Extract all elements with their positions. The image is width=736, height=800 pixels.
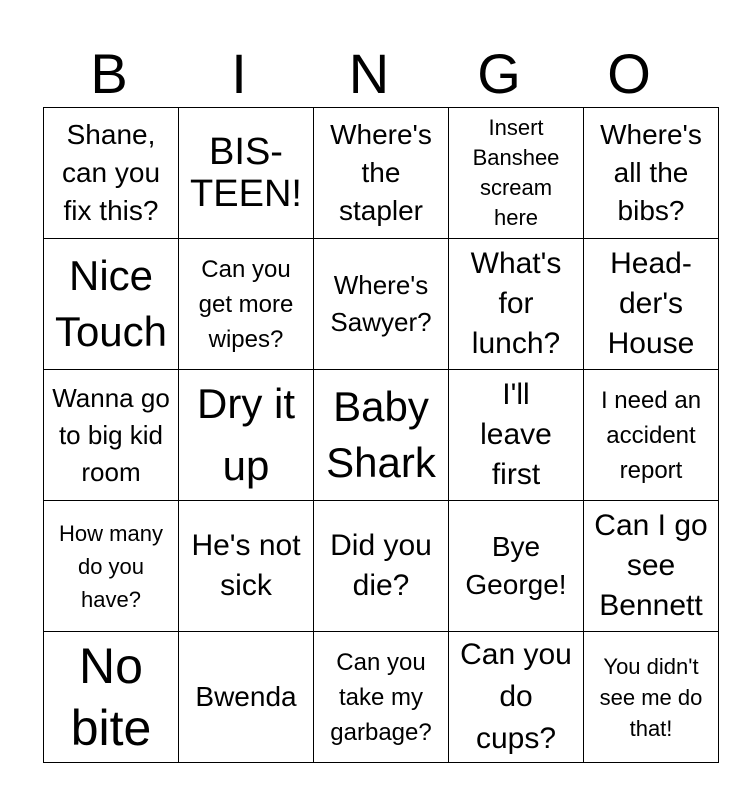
cell-text: Bye George!	[465, 531, 567, 600]
bingo-row	[44, 239, 719, 370]
bingo-row	[44, 632, 719, 763]
cell-text: Can I go see Bennett	[594, 509, 708, 622]
bingo-cell[interactable]	[449, 501, 584, 632]
bingo-cell[interactable]	[44, 501, 179, 632]
header-letter-g: G	[477, 42, 521, 105]
cell-text: Where's all the bibs?	[600, 119, 702, 226]
cell-text: Insert Banshee scream here	[472, 115, 560, 230]
bingo-cell[interactable]	[449, 239, 584, 370]
bingo-cell[interactable]	[584, 108, 719, 239]
bingo-cell[interactable]	[449, 370, 584, 501]
bingo-cell[interactable]	[179, 501, 314, 632]
cell-text: Did you die?	[330, 529, 432, 602]
cell-text: What's for lunch?	[470, 247, 562, 360]
bingo-cell[interactable]	[584, 239, 719, 370]
cell-text: Can you get more wipes?	[198, 255, 294, 353]
cell-text: Where's the stapler	[330, 119, 432, 226]
cell-text: I'll leave first	[480, 378, 552, 491]
bingo-cell[interactable]	[584, 370, 719, 501]
bingo-row	[44, 501, 719, 632]
bingo-cell[interactable]	[449, 632, 584, 763]
cell-text: How many do you have?	[59, 520, 163, 612]
cell-text: Where's Sawyer?	[330, 270, 432, 337]
cell-text: You didn't see me do that!	[599, 653, 703, 741]
bingo-cell[interactable]	[584, 501, 719, 632]
cell-text: Wanna go to big kid room	[52, 382, 170, 487]
bingo-card-grid	[43, 107, 719, 763]
cell-text: Can you do cups?	[460, 638, 572, 755]
bingo-cell[interactable]	[314, 239, 449, 370]
bingo-cell[interactable]	[584, 632, 719, 763]
header-letter-n: N	[348, 42, 390, 105]
bingo-cell[interactable]	[314, 108, 449, 239]
cell-text: He's not sick	[191, 529, 301, 602]
bingo-header	[44, 40, 694, 108]
bingo-cell[interactable]	[314, 370, 449, 501]
cell-text: Can you take my garbage?	[330, 648, 432, 746]
header-letter-b: B	[90, 42, 128, 105]
bingo-cell[interactable]	[44, 632, 179, 763]
bingo-cell[interactable]	[44, 370, 179, 501]
cell-text: Dry it up	[197, 380, 295, 489]
cell-text: No bite	[70, 638, 152, 756]
cell-text: Shane, can you fix this?	[61, 119, 161, 226]
bingo-cell[interactable]	[449, 108, 584, 239]
header-letter-i: I	[231, 42, 247, 105]
bingo-cell[interactable]	[179, 370, 314, 501]
bingo-cell[interactable]	[179, 239, 314, 370]
bingo-cell[interactable]	[314, 632, 449, 763]
cell-text: Bwenda	[195, 681, 297, 712]
cell-text: I need an accident report	[600, 386, 702, 484]
bingo-row	[44, 108, 719, 239]
bingo-cell[interactable]	[44, 108, 179, 239]
bingo-cell[interactable]	[314, 501, 449, 632]
header-letter-o: O	[607, 42, 651, 105]
bingo-cell[interactable]	[179, 632, 314, 763]
bingo-cell[interactable]	[179, 108, 314, 239]
cell-text: Baby Shark	[326, 383, 436, 486]
bingo-row	[44, 370, 719, 501]
cell-text: BIS-TEEN!	[190, 131, 302, 215]
bingo-cell[interactable]	[44, 239, 179, 370]
cell-text: Nice Touch	[54, 252, 168, 355]
cell-text: Head-der's House	[607, 247, 695, 360]
